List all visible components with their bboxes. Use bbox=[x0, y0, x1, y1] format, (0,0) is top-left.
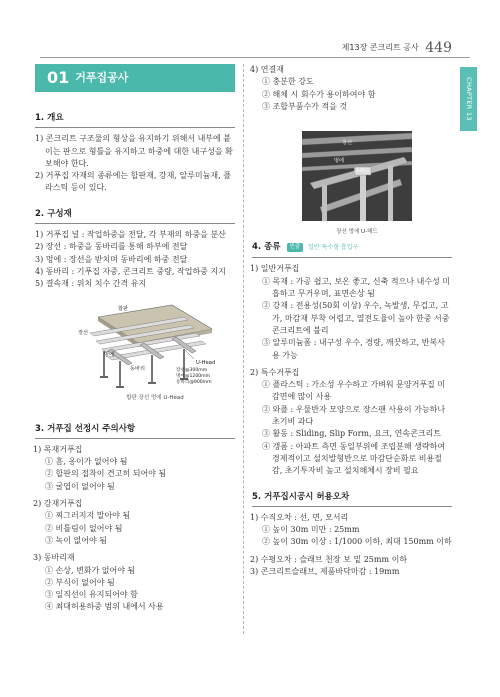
component-item: 5) 결속재 : 위치 치수 간격 유지 bbox=[35, 279, 147, 289]
component-item: 2) 장선 : 하중을 동바리를 통해 하부에 전달 bbox=[35, 242, 188, 252]
overview-item: 1) 콘크리트 구조물의 형상을 유지하기 위해서 내부에 붙이는 판으로 형틀을 유지하고 하중에 대한 내구성을 확보해야 한다. bbox=[35, 134, 233, 168]
figure-caption: 합판 장선 멍에 U-Head bbox=[126, 394, 184, 401]
photo-label-joist: 장선 bbox=[342, 140, 353, 147]
section-heading-tolerance: 5. 거푸집시공시 허용오차 bbox=[252, 491, 452, 507]
photo-label-beam: 멍에 bbox=[334, 158, 345, 165]
connector-item: ① 충분한 강도 bbox=[262, 77, 314, 87]
label-uhead: U-Head bbox=[196, 359, 216, 366]
types-group-title: 1) 일반거푸집 bbox=[250, 264, 300, 274]
types-item: ② 와플 : 우물반자 모양으로 장스팬 사용이 가능하나 초기비 과다 bbox=[262, 404, 446, 427]
banner-title: 거푸집공사 bbox=[75, 70, 129, 84]
types-item: ④ 갱폼 : 아파트 측면 동일부위에 조립분해 생략하여 경제적이고 설치발형반으로 마감단순화로 비용절감, 초기투자비 높고 설치해체시 장비 필요 bbox=[262, 441, 446, 476]
label-joist: 장선 bbox=[78, 329, 89, 336]
right-column bbox=[252, 64, 452, 578]
types-item: ① 플라스틱 : 가소성 우수하고 가벼워 문양거푸집 미감면에 많이 사용 bbox=[262, 380, 446, 402]
selection-group-title: 2) 강재거푸집 bbox=[33, 499, 83, 509]
tolerance-item: 1) 수직오차 : 선, 면, 모서리 bbox=[250, 512, 349, 522]
section-heading-components: 2. 구성재 bbox=[35, 208, 235, 224]
label-beam-spacing: 멍에@1200mm bbox=[176, 373, 211, 379]
formwork-diagram bbox=[80, 299, 230, 401]
types-item: ③ 알루미늄폼 : 내구성 우수, 경량, 깨끗하고, 반복사용 가능 bbox=[262, 338, 445, 360]
section-heading-selection: 3. 거푸집 선정시 주의사항 bbox=[35, 423, 235, 439]
types-item: ③ 활동 : Sliding, Slip Form, 요크, 연속콘크리트 bbox=[262, 429, 442, 439]
selection-item: ① 손상, 변화가 없어야 됨 bbox=[45, 565, 136, 575]
section-banner bbox=[35, 64, 235, 92]
tolerance-item: ② 높이 30m 이상 : 1/1000 이하, 최대 150mm 이하 bbox=[262, 537, 452, 547]
column-divider bbox=[243, 64, 244, 634]
types-heading-text: 4. 종류 bbox=[252, 242, 281, 253]
photo-caption: 장선 멍에 U-헤드 bbox=[336, 229, 378, 236]
component-item: 3) 멍에 : 장선을 받치며 동바리에 하중 전달 bbox=[35, 254, 188, 264]
selection-item: ③ 일직선이 유지되어야 함 bbox=[45, 590, 138, 600]
tolerance-item: 2) 수평오차 : 슬래브 천장 보 밑 25mm 이하 bbox=[250, 554, 408, 564]
types-group-title: 2) 특수거푸집 bbox=[250, 367, 300, 377]
connector-group-title: 4) 연결재 bbox=[250, 65, 284, 74]
selection-item: ③ 녹이 없어야 됨 bbox=[45, 535, 107, 545]
photo-label-uhead: U-헤드 bbox=[354, 168, 370, 175]
chapter-side-tab-label: CHAPTER 13 bbox=[464, 77, 473, 121]
label-prop-spacing: 동바리@900mm bbox=[176, 379, 212, 385]
selection-item: ① 찌그러지지 말아야 됨 bbox=[45, 511, 131, 521]
label-prop: 동바리 bbox=[130, 365, 146, 372]
section-heading-overview: 1. 개요 bbox=[35, 112, 235, 128]
tolerance-item: ① 높이 30m 미만 : 25mm bbox=[262, 525, 360, 535]
formwork-photo bbox=[302, 131, 412, 236]
selection-item: ② 합판의 접착이 견고히 되어야 됨 bbox=[45, 469, 167, 479]
badge-note: 일반 특수형 흡입구 bbox=[308, 244, 359, 252]
label-joist-spacing: 장선@300mm bbox=[176, 367, 208, 373]
frequent-badge: 빈출 bbox=[287, 243, 304, 252]
chapter-title: 제13장 콘크리트 공사 bbox=[341, 43, 419, 52]
selection-item: ④ 최대허용하중 범위 내에서 사용 bbox=[45, 602, 164, 612]
header-rule bbox=[40, 57, 470, 58]
component-item: 1) 거푸집 널 : 작업하중을 전달, 각 부재의 하중을 분산 bbox=[35, 230, 226, 240]
types-item: ① 목재 : 가공 쉽고, 보온 좋고, 신축 적으나 내수성 미흡하고 무거우며, 표면손상 됨 bbox=[262, 276, 451, 299]
chapter-side-tab[interactable] bbox=[460, 67, 477, 131]
section-heading-types bbox=[252, 241, 452, 258]
selection-item: ③ 굴엽이 없어야 됨 bbox=[45, 481, 115, 491]
selection-item: ① 흠, 옹이가 없어야 됨 bbox=[45, 457, 128, 467]
left-column bbox=[35, 64, 235, 614]
connector-item: ③ 조합부품수가 적을 것 bbox=[262, 101, 348, 111]
selection-group-title: 1) 목재거푸집 bbox=[33, 444, 83, 454]
tolerance-item: 3) 콘크리트슬래브, 제품바닥마감 : 19mm bbox=[250, 567, 400, 577]
overview-item: 2) 거푸집 자재의 종류에는 합판재, 강재, 알루미늄재, 플라스틱 등이 있다. bbox=[35, 171, 231, 193]
label-plywood: 합판 bbox=[118, 305, 129, 312]
banner-number: 01 bbox=[47, 67, 70, 87]
component-item: 4) 동바리 : 기푸집 자중, 콘크리트 중량, 작업하중 지지 bbox=[35, 266, 226, 276]
selection-item: ② 부식이 없어야 됨 bbox=[45, 577, 115, 587]
connector-item: ② 해체 시 회수가 용이하여야 함 bbox=[262, 89, 376, 99]
types-item: ② 강재 : 전용성(50회 이상) 우수, 녹발생, 무겁고, 고가, 마감재 부착 어렵고, 열전도율이 높아 한중 서중 콘크리트에 불리 bbox=[262, 301, 450, 335]
label-beam: 멍에 bbox=[104, 351, 115, 358]
page-number: 449 bbox=[425, 40, 452, 56]
selection-group-title: 3) 동바리재 bbox=[33, 553, 75, 563]
selection-item: ② 비틀림이 없어야 됨 bbox=[45, 523, 123, 533]
running-header bbox=[342, 40, 452, 56]
